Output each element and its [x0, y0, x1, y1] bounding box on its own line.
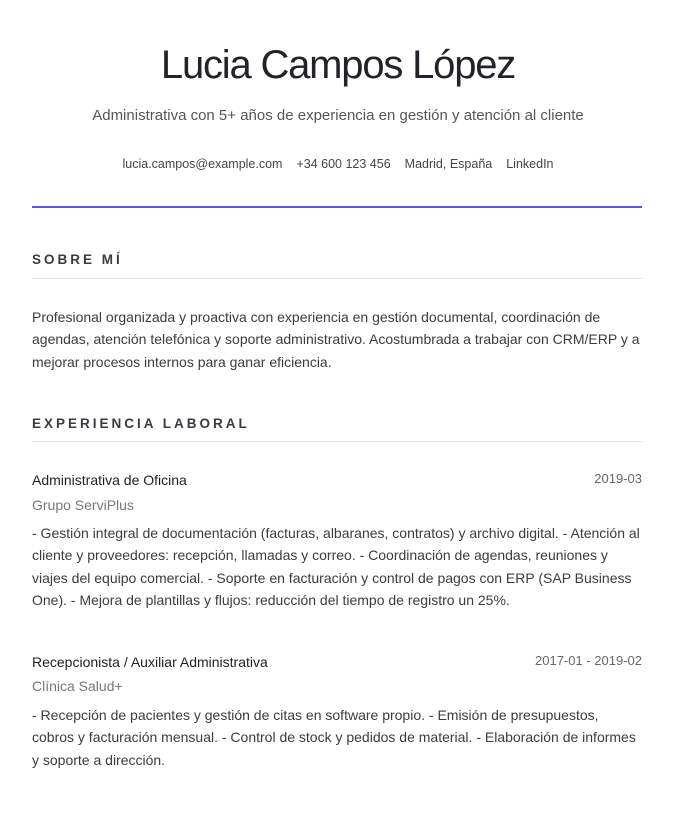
about-text: Profesional organizada y proactiva con experiencia en gestión documental, coordinación de agendas, atención telefónica y soporte administrativo. Acostumbrada a trabajar con CRM/ERP y a mejorar procesos internos para ganar eficiencia.	[32, 309, 640, 370]
location-text: Madrid, España	[404, 157, 493, 171]
candidate-headline: Administrativa con 5+ años de experiencia en gestión y atención al cliente	[92, 107, 584, 124]
job-company: Clínica Salud+	[32, 678, 123, 694]
section-title-about: SOBRE MÍ	[32, 252, 123, 267]
job-description: - Gestión integral de documentación (facturas, albaranes, contratos) y archivo digital. - Atención al cliente y proveedores: recepción, llamadas y correo. - Coordinación de agendas, reuniones y viajes del equipo comercial. - Soporte en facturación y control de pagos con ERP (SAP Business One). - Mejora de plantillas y flujos: reducción del tiempo de registro un 25%.	[32, 525, 640, 608]
email-link[interactable]: lucia.campos@example.com	[122, 157, 283, 171]
section-divider-experience	[32, 441, 642, 442]
job-title: Administrativa de Oficina	[32, 472, 187, 488]
job-date: 2019-03	[594, 471, 642, 486]
section-title-experience: EXPERIENCIA LABORAL	[32, 416, 250, 431]
phone-link[interactable]: +34 600 123 456	[296, 157, 391, 171]
job-description: - Recepción de pacientes y gestión de citas en software propio. - Emisión de presupuestos, cobros y facturación mensual. - Control de stock y pedidos de material. - Elaboración de informes y soporte a dirección.	[32, 707, 636, 768]
job-date: 2017-01 - 2019-02	[535, 653, 642, 668]
contact-bar	[0, 155, 676, 173]
candidate-name: Lucia Campos López	[160, 43, 516, 87]
job-title: Recepcionista / Auxiliar Administrativa	[32, 654, 268, 670]
header-divider	[32, 206, 642, 208]
linkedin-link[interactable]: LinkedIn	[506, 157, 554, 171]
section-divider-about	[32, 278, 642, 279]
job-company: Grupo ServiPlus	[32, 497, 134, 513]
